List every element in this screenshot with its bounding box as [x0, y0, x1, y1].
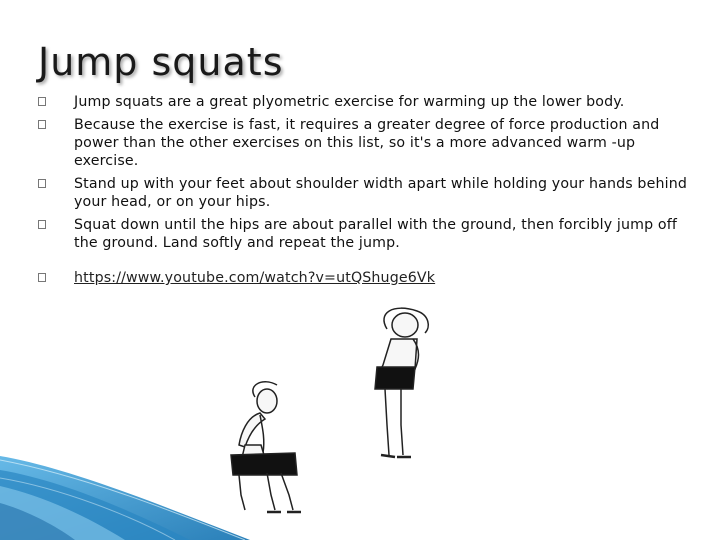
slide-title: Jump squats — [38, 40, 284, 84]
list-item — [38, 93, 698, 111]
bullet-list — [38, 93, 698, 287]
squatting-figure — [231, 382, 301, 512]
bullet-square-icon — [38, 179, 46, 188]
bullet-text: Stand up with your feet about shoulder width apart while holding your hands behind your head, or on your hips. — [74, 176, 688, 210]
jumping-figure — [375, 308, 428, 457]
youtube-link[interactable]: https://www.youtube.com/watch?v=utQShuge6Vk — [74, 270, 436, 286]
jump-squat-illustration — [205, 305, 480, 540]
bullet-square-icon — [38, 220, 46, 229]
bullet-text: Squat down until the hips are about parallel with the ground, then forcibly jump off the ground. Land softly and repeat the jump. — [74, 217, 678, 251]
bullet-square-icon — [38, 97, 46, 106]
bullet-text: Because the exercise is fast, it requires a greater degree of force production and power than the other exercises on this list, so it's a more advanced warm -up exercise. — [74, 117, 660, 169]
bullet-square-icon — [38, 273, 46, 282]
bullet-square-icon — [38, 120, 46, 129]
list-item — [38, 216, 698, 252]
list-item-link — [38, 269, 698, 287]
list-item — [38, 175, 698, 211]
list-item — [38, 116, 698, 170]
bullet-text: Jump squats are a great plyometric exercise for warming up the lower body. — [74, 94, 625, 110]
